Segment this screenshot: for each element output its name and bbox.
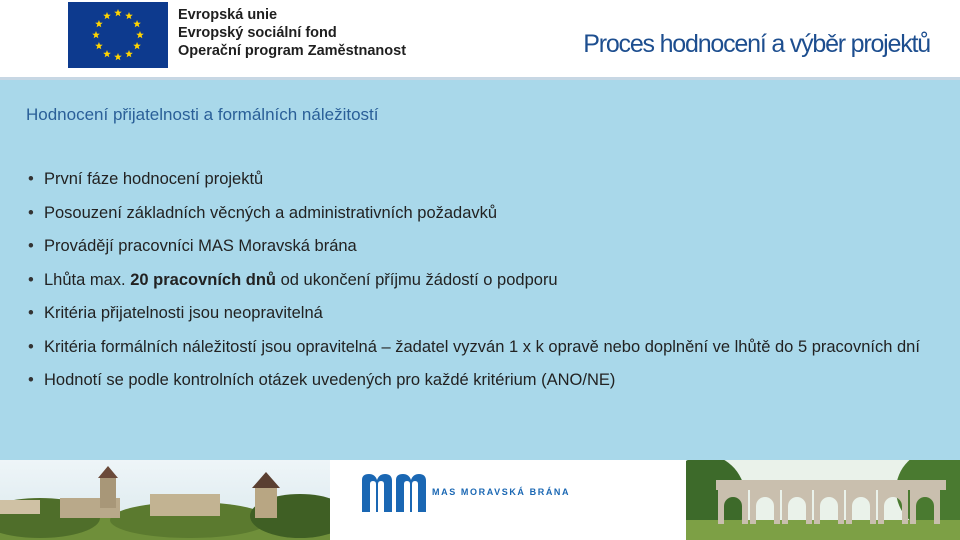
castle-landscape-photo [0, 460, 330, 540]
bullet-text: První fáze hodnocení projektů [44, 170, 264, 188]
bullet-item [28, 338, 928, 357]
bullet-text: Posouzení základních věcných a administrativních požadavků [44, 203, 498, 222]
bullet-item [28, 371, 928, 390]
eu-line-1: Evropská unie [178, 7, 278, 23]
bullet-text: Kritéria přijatelnosti jsou neopravitelná [44, 304, 323, 322]
viaduct-landscape-photo [686, 460, 960, 540]
section-heading: Hodnocení přijatelnosti a formálních náležitostí [26, 105, 379, 124]
bullet-list [28, 170, 928, 405]
header [0, 0, 960, 80]
slide-title: Proces hodnocení a výběr projektů [583, 30, 930, 58]
bullet-item [28, 271, 928, 290]
mas-logo-text: MAS MORAVSKÁ BRÁNA [432, 487, 571, 497]
footer-banner [0, 460, 960, 540]
mas-m-icon [360, 472, 428, 514]
bullet-item [28, 304, 928, 323]
eu-line-2: Evropský sociální fond [178, 25, 337, 41]
bullet-text: Provádějí pracovníci MAS Moravská brána [44, 237, 357, 255]
bullet-text-bold: 20 pracovních dnů [130, 270, 277, 289]
bullet-item [28, 204, 928, 223]
bullet-item [28, 237, 928, 256]
bullet-text-pre: Lhůta max. [44, 270, 131, 289]
eu-flag-logo [68, 2, 168, 68]
bullet-item [28, 170, 928, 189]
bullet-text-post: od ukončení příjmu žádostí o podporu [276, 270, 558, 289]
eu-program-text [178, 6, 406, 60]
mas-moravska-brana-logo [360, 468, 680, 528]
bullet-text: Kritéria formálních náležitostí jsou opravitelná – žadatel vyzván 1 x k opravě nebo doplnění ve lhůtě do 5 pracovních dní [44, 337, 920, 356]
content-area [0, 80, 960, 460]
eu-line-3: Operační program Zaměstnanost [178, 43, 407, 59]
bullet-text: Hodnotí se podle kontrolních otázek uvedených pro každé kritérium (ANO/NE) [44, 371, 616, 389]
